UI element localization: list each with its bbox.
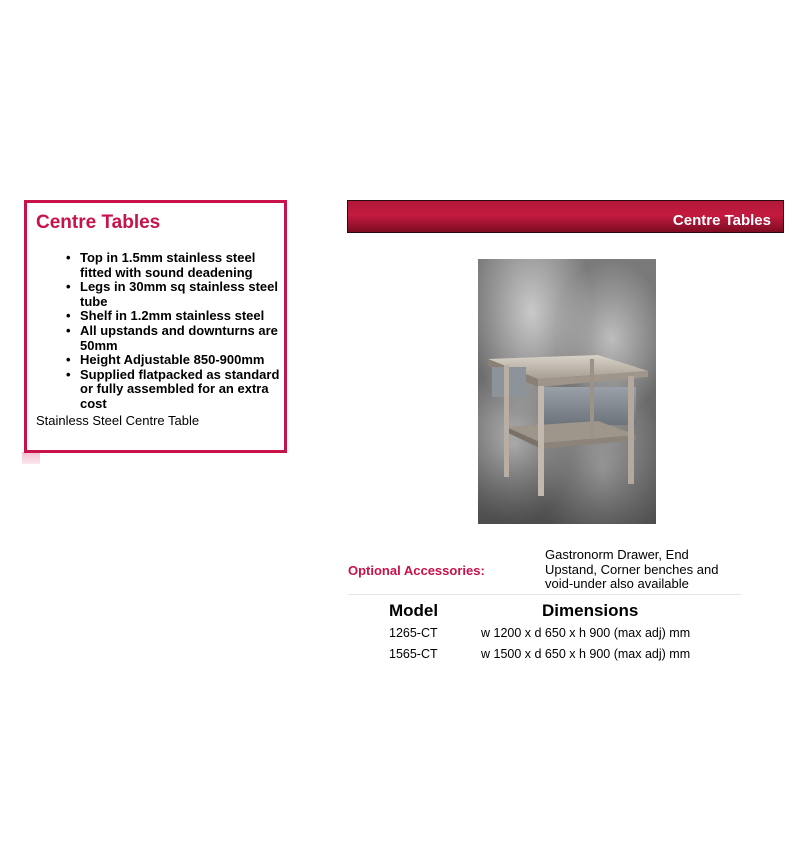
accessories-value: Gastronorm Drawer, End Upstand, Corner benches and void-under also available: [545, 547, 719, 592]
section-header-title: Centre Tables: [672, 212, 771, 229]
feature-item: • Supplied flatpacked as standard or fully assembled for an extra cost: [80, 368, 290, 412]
feature-item: • Height Adjustable 850-900mm: [80, 353, 290, 368]
info-box: [24, 200, 287, 453]
table-row-model: 1565-CT: [389, 647, 438, 661]
feature-item: • All upstands and downturns are 50mm: [80, 324, 290, 353]
table-row-dimensions: w 1500 x d 650 x h 900 (max adj) mm: [481, 647, 691, 661]
table-illustration: [478, 259, 656, 524]
info-box-shadow: [22, 452, 40, 464]
table-row-model: 1265-CT: [389, 626, 438, 640]
accessories-label: Optional Accessories:: [348, 563, 485, 578]
section-header-bar: [347, 200, 784, 233]
feature-item: • Top in 1.5mm stainless steel fitted with sound deadening: [80, 251, 290, 280]
table-row-dimensions: w 1200 x d 650 x h 900 (max adj) mm: [481, 626, 691, 640]
divider: [348, 594, 741, 595]
product-photo: [478, 259, 656, 524]
feature-item: • Legs in 30mm sq stainless steel tube: [80, 280, 290, 309]
info-box-title: Centre Tables: [36, 212, 161, 233]
feature-item: • Shelf in 1.2mm stainless steel: [80, 309, 290, 324]
column-header-model: Model: [389, 601, 439, 620]
column-header-dimensions: Dimensions: [542, 601, 639, 620]
feature-list: [80, 251, 290, 412]
product-caption: Stainless Steel Centre Table: [36, 413, 200, 428]
